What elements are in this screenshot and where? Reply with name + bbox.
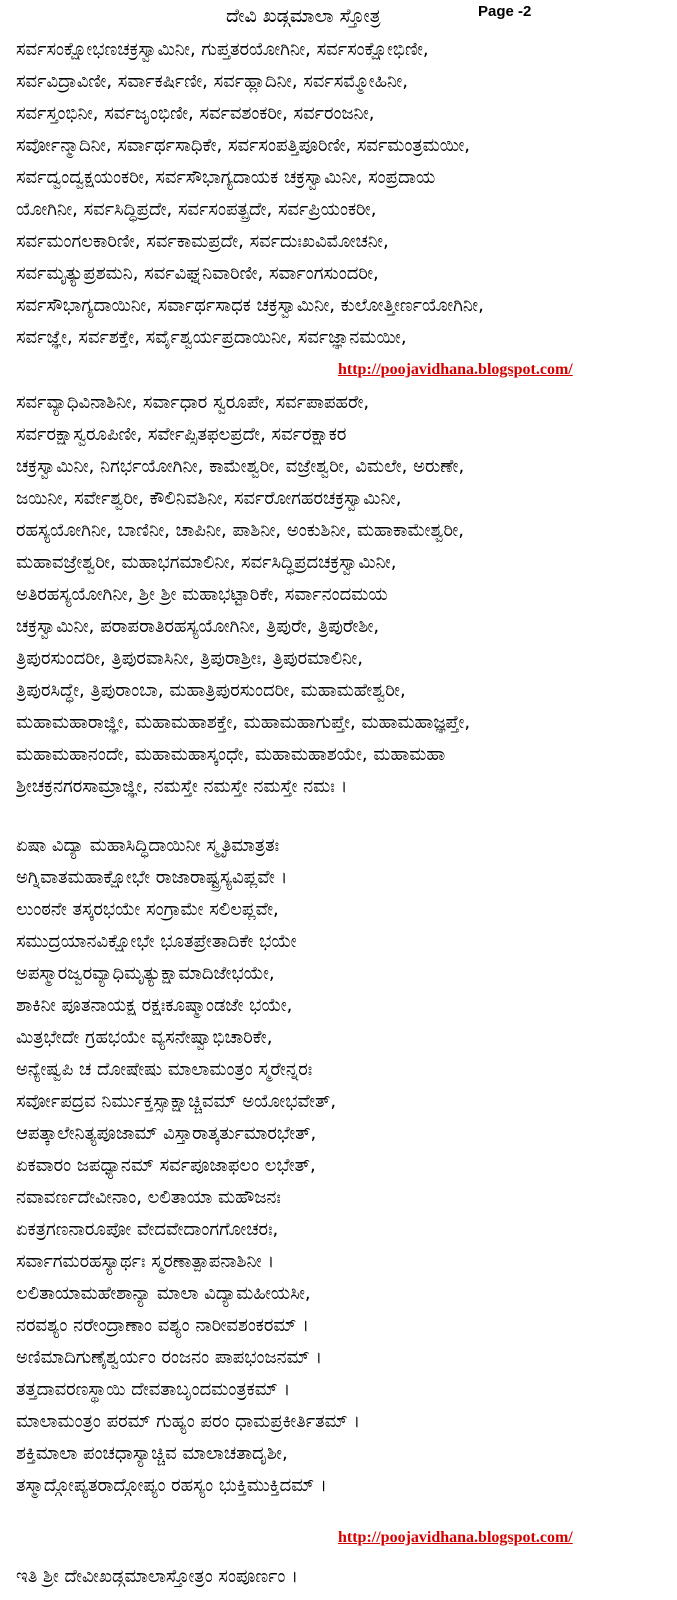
verse-line: ಶಾಕಿನೀ ಪೂತನಾಯಕ್ಷ ರಕ್ಷಃಕೂಷ್ಮಾಂಡಜೇ ಭಯೇ, (16, 995, 293, 1016)
verse-line: ರಹಸ್ಯಯೋಗಿನೀ, ಬಾಣಿನೀ, ಚಾಪಿನೀ, ಪಾಶಿನೀ, ಅಂಕುಶಿನೀ, ಮಹಾಕಾಮೇಶ್ವರೀ, (16, 520, 464, 541)
verse-line: ತಸ್ಮಾದ್ಗೋಪ್ಯತರಾದ್ಗೋಪ್ಯಂ ರಹಸ್ಯಂ ಭುಕ್ತಿಮುಕ್ತಿದಮ್ । (16, 1475, 327, 1496)
verse-line: ತತ್ತದಾವರಣಸ್ಥಾಯಿ ದೇವತಾಬೃಂದಮಂತ್ರಕಮ್ । (16, 1379, 291, 1400)
verse-line: ಲುಂಠನೇ ತಸ್ಕರಭಯೇ ಸಂಗ್ರಾಮೇ ಸಲಿಲಪ್ಲವೇ, (16, 899, 279, 920)
verse-line: ಏಕತ್ರಗಣನಾರೂಪೋ ವೇದವೇದಾಂಗಗೋಚರಃ, (16, 1219, 279, 1240)
verse-line: ಸರ್ವಾಗಮರಹಸ್ಯಾರ್ಥಃ ಸ್ಮರಣಾತ್ಪಾಪನಾಶಿನೀ । (16, 1251, 275, 1272)
document-title: ದೇವಿ ಖಡ್ಗಮಾಲಾ ಸ್ತೋತ್ರ (226, 5, 381, 27)
verse-line: ನವಾವರ್ಣದೇವೀನಾಂ, ಲಲಿತಾಯಾ ಮಹೌಜನಃ (16, 1187, 281, 1208)
verse-line: ಶಕ್ತಿಮಾಲಾ ಪಂಚಧಾಸ್ಯಾಚ್ಚಿವ ಮಾಲಾಚತಾದೃಶೀ, (16, 1443, 288, 1464)
verse-line: ತ್ರಿಪುರಸಿದ್ಧೇ, ತ್ರಿಪುರಾಂಬಾ, ಮಹಾತ್ರಿಪುರಸುಂದರೀ, ಮಹಾಮಹೇಶ್ವರೀ, (16, 680, 406, 701)
verse-line: ಅನ್ಯೇಷ್ವಪಿ ಚ ದೋಷೇಷು ಮಾಲಾಮಂತ್ರಂ ಸ್ಮರೇನ್ನರಃ (16, 1059, 313, 1080)
verse-line: ಶ್ರೀಚಕ್ರನಗರಸಾಮ್ರಾಜ್ಞೀ, ನಮಸ್ತೇ ನಮಸ್ತೇ ನಮಸ್ತೇ ನಮಃ । (16, 776, 348, 797)
page-header (0, 2, 677, 30)
verse-line: ಜಯಿನೀ, ಸರ್ವೇಶ್ವರೀ, ಕೌಲಿನಿವಶಿನೀ, ಸರ್ವರೋಗಹರಚಕ್ರಸ್ವಾಮಿನೀ, (16, 488, 402, 509)
verse-line: ಸರ್ವವ್ಯಾಧಿವಿನಾಶಿನೀ, ಸರ್ವಾಧಾರ ಸ್ವರೂಪೇ, ಸರ್ವಪಾಪಹರೇ, (16, 392, 370, 413)
verse-line: ಆಪತ್ಕಾಲೇನಿತ್ಯಪೂಜಾಮ್ ವಿಸ್ತಾರಾತ್ಕರ್ತುಮಾರಭೇತ್, (16, 1123, 317, 1144)
verse-line: ಅತಿರಹಸ್ಯಯೋಗಿನೀ, ಶ್ರೀ ಶ್ರೀ ಮಹಾಭಟ್ಟಾರಿಕೇ, ಸರ್ವಾನಂದಮಯ (16, 584, 388, 605)
verse-line: ಮಹಾವಜ್ರೇಶ್ವರೀ, ಮಹಾಭಗಮಾಲಿನೀ, ಸರ್ವಸಿದ್ಧಿಪ್ರದಚಕ್ರಸ್ವಾಮಿನೀ, (16, 552, 397, 573)
verse-line: ಯೋಗಿನೀ, ಸರ್ವಸಿದ್ಧಿಪ್ರದೇ, ಸರ್ವಸಂಪತ್ಪ್ರದೇ, ಸರ್ವಪ್ರಿಯಂಕರೀ, (16, 199, 377, 220)
blog-url-link-bottom[interactable]: http://poojavidhana.blogspot.com/ (338, 1529, 573, 1546)
verse-line: ಸರ್ವೋನ್ಮಾದಿನೀ, ಸರ್ವಾರ್ಥಸಾಧಿಕೇ, ಸರ್ವಸಂಪತ್ತಿಪೂರಿಣೀ, ಸರ್ವಮಂತ್ರಮಯೀ, (16, 135, 471, 156)
verse-line: ಅಗ್ನಿವಾತಮಹಾಕ್ಷೋಭೇ ರಾಜಾರಾಷ್ಟ್ರಸ್ಯವಿಪ್ಲವೇ । (16, 867, 288, 888)
verse-line: ಸರ್ವರಕ್ಷಾಸ್ವರೂಪಿಣೀ, ಸರ್ವೇಪ್ಸಿತಫಲಪ್ರದೇ, ಸರ್ವರಕ್ಷಾಕರ (16, 424, 347, 445)
verse-line: ಸರ್ವಜ್ಞೇ, ಸರ್ವಶಕ್ತೇ, ಸರ್ವೈಶ್ವರ್ಯಪ್ರದಾಯಿನೀ, ಸರ್ವಜ್ಞಾನಮಯೀ, (16, 327, 407, 348)
page-number: Page -2 (478, 3, 532, 20)
verse-line: ಮಿತ್ರಭೇದೇ ಗ್ರಹಭಯೇ ವ್ಯಸನೇಷ್ವಾಭಿಚಾರಿಕೇ, (16, 1027, 273, 1048)
verse-line: ಸರ್ವಸೌಭಾಗ್ಯದಾಯಿನೀ, ಸರ್ವಾರ್ಥಸಾಧಕ ಚಕ್ರಸ್ವಾಮಿನೀ, ಕುಲೋತ್ತೀರ್ಣಯೋಗಿನೀ, (16, 295, 484, 316)
blog-url-link-top[interactable]: http://poojavidhana.blogspot.com/ (338, 361, 573, 378)
verse-line: ಮಹಾಮಹಾರಾಜ್ಞೀ, ಮಹಾಮಹಾಶಕ್ತೇ, ಮಹಾಮಹಾಗುಪ್ತೇ, ಮಹಾಮಹಾಜ್ಞಪ್ತೇ, (16, 712, 471, 733)
verse-line: ಏಷಾ ವಿದ್ಯಾ ಮಹಾಸಿದ್ಧಿದಾಯಿನೀ ಸ್ಮೃತಿಮಾತ್ರತಃ (16, 835, 280, 856)
stotra-section-3 (16, 830, 671, 1502)
verse-line: ಮಹಾಮಹಾನಂದೇ, ಮಹಾಮಹಾಸ್ಕಂಧೇ, ಮಹಾಮಹಾಶಯೇ, ಮಹಾಮಹಾ (16, 744, 446, 765)
verse-line: ನರವಶ್ಯಂ ನರೇಂದ್ರಾಣಾಂ ವಶ್ಯಂ ನಾರೀವಶಂಕರಮ್ । (16, 1315, 309, 1336)
stotra-section-2 (16, 387, 671, 803)
stotra-section-1 (16, 34, 671, 354)
verse-line: ಸರ್ವದ್ವಂದ್ವಕ್ಷಯಂಕರೀ, ಸರ್ವಸೌಭಾಗ್ಯದಾಯಕ ಚಕ್ರಸ್ವಾಮಿನೀ, ಸಂಪ್ರದಾಯ (16, 167, 436, 188)
verse-line: ತ್ರಿಪುರಸುಂದರೀ, ತ್ರಿಪುರವಾಸಿನೀ, ತ್ರಿಪುರಾಶ್ರೀಃ, ತ್ರಿಪುರಮಾಲಿನೀ, (16, 648, 363, 669)
verse-line: ಲಲಿತಾಯಾಮಹೇಶಾನ್ಯಾ ಮಾಲಾ ವಿದ್ಯಾಮಹೀಯಸೀ, (16, 1283, 311, 1304)
verse-line: ಚಕ್ರಸ್ವಾಮಿನೀ, ನಿಗರ್ಭಯೋಗಿನೀ, ಕಾಮೇಶ್ವರೀ, ವಜ್ರೇಶ್ವರೀ, ವಿಮಲೇ, ಅರುಣೇ, (16, 456, 465, 477)
verse-line: ಸರ್ವಸ್ತಂಭಿನೀ, ಸರ್ವಜೃಂಭಿಣೀ, ಸರ್ವವಶಂಕರೀ, ಸರ್ವರಂಜನೀ, (16, 103, 375, 124)
verse-line: ಏಕವಾರಂ ಜಪಧ್ಯಾನಮ್ ಸರ್ವಪೂಜಾಫಲಂ ಲಭೇತ್, (16, 1155, 316, 1176)
verse-line: ಅಣಿಮಾದಿಗುಣೈಶ್ವರ್ಯಂ ರಂಜನಂ ಪಾಪಭಂಜನಮ್ । (16, 1347, 323, 1368)
verse-line: ಸಮುದ್ರಯಾನವಿಕ್ಷೋಭೇ ಭೂತಪ್ರೇತಾದಿಕೇ ಭಯೇ (16, 931, 297, 952)
verse-line: ಚಕ್ರಸ್ವಾಮಿನೀ, ಪರಾಪರಾತಿರಹಸ್ಯಯೋಗಿನೀ, ತ್ರಿಪುರೇ, ತ್ರಿಪುರೇಶೀ, (16, 616, 380, 637)
verse-line: ಮಾಲಾಮಂತ್ರಂ ಪರಮ್ ಗುಹ್ಯಂ ಪರಂ ಧಾಮಪ್ರಕೀರ್ತಿತಮ್ । (16, 1411, 361, 1432)
closing-line: ಇತಿ ಶ್ರೀ ದೇವೀಖಡ್ಗಮಾಲಾಸ್ತೋತ್ರಂ ಸಂಪೂರ್ಣಂ । (16, 1566, 298, 1587)
verse-line: ಸರ್ವವಿದ್ರಾವಿಣೀ, ಸರ್ವಾಕರ್ಷಿಣೀ, ಸರ್ವಹ್ಲಾದಿನೀ, ಸರ್ವಸಮ್ಮೋಹಿನೀ, (16, 71, 408, 92)
verse-line: ಅಪಸ್ಮಾರಜ್ವರವ್ಯಾಧಿಮೃತ್ಯುಕ್ಷಾಮಾದಿಜೇಭಯೇ, (16, 963, 275, 984)
verse-line: ಸರ್ವಮೃತ್ಯುಪ್ರಶಮನಿ, ಸರ್ವವಿಘ್ನನಿವಾರಿಣೀ, ಸರ್ವಾಂಗಸುಂದರೀ, (16, 263, 379, 284)
verse-line: ಸರ್ವಸಂಕ್ಷೋಭಣಚಕ್ರಸ್ವಾಮಿನೀ, ಗುಪ್ತತರಯೋಗಿನೀ, ಸರ್ವಸಂಕ್ಷೋಭಿಣೀ, (16, 39, 429, 60)
verse-line: ಸರ್ವಮಂಗಲಕಾರಿಣೀ, ಸರ್ವಕಾಮಪ್ರದೇ, ಸರ್ವದುಃಖವಿಮೋಚನೀ, (16, 231, 389, 252)
verse-line: ಸರ್ವೋಪದ್ರವ ನಿರ್ಮುಕ್ತಸ್ಸಾಕ್ಷಾಚ್ಚಿವಮ್ ಅಯೋಭವೇತ್, (16, 1091, 337, 1112)
